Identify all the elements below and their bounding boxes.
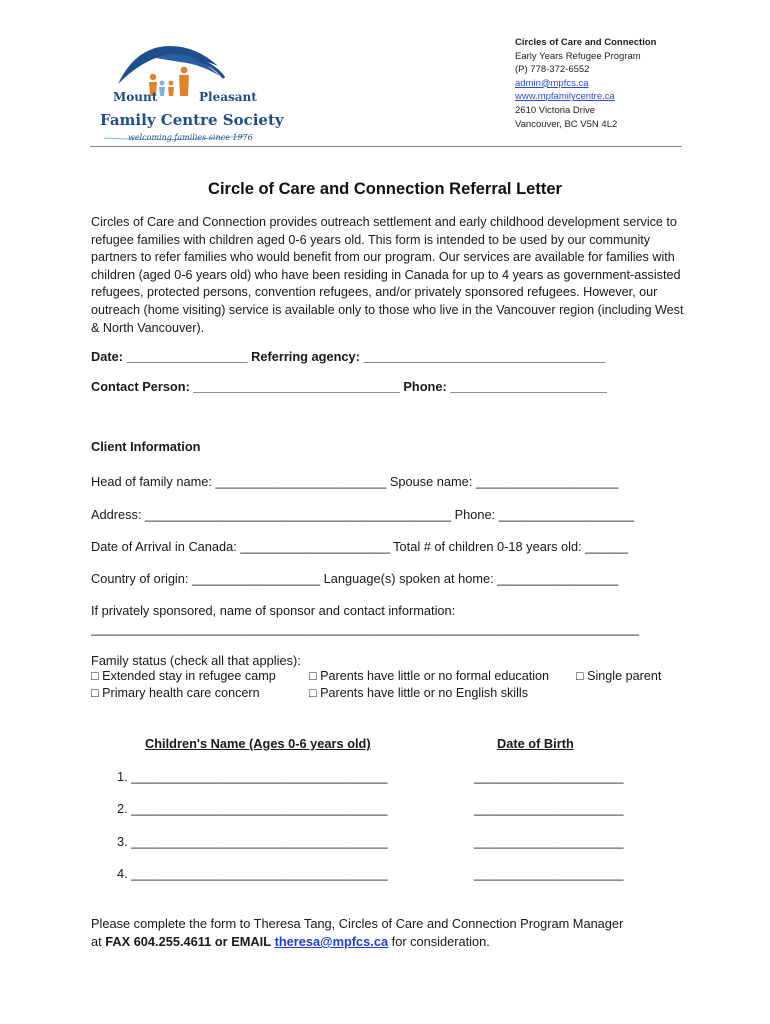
- address-phone-field[interactable]: Address: ___________________________________________ Phone: ___________________: [91, 507, 634, 522]
- footer-or-email: or EMAIL: [214, 934, 272, 949]
- head-spouse-field[interactable]: Head of family name: ________________________ Spouse name: ____________________: [91, 474, 619, 489]
- header-org-name: Circles of Care and Connection: [515, 37, 657, 48]
- client-info-heading: Client Information: [91, 439, 201, 454]
- sponsor-label: If privately sponsored, name of sponsor and contact information:: [91, 603, 456, 618]
- header-program: Early Years Refugee Program: [515, 50, 641, 62]
- header-city: Vancouver, BC V5N 4L2: [515, 118, 618, 130]
- date-agency-field[interactable]: Date: _________________ Referring agency: __________________________________: [91, 349, 606, 364]
- contact-phone-field[interactable]: Contact Person: _____________________________ Phone: ______________________: [91, 379, 607, 394]
- intro-paragraph: Circles of Care and Connection provides outreach settlement and early childhood development service to refugee families with children aged 0-6 years old. This form is intended to be used by our community partners to refer families who would benefit from our program. Our services are available for families with children (aged 0-6 years old) who have been residing in Canada for up to 4 years as government-assisted refugees, protected persons, convention refugees, and/or privately sponsored refugees. However, our outreach (home visiting) service is available only to those who live in the Vancouver region (including West & North Vancouver).: [91, 215, 684, 335]
- checkbox-english-skills[interactable]: □ Parents have little or no English skills: [309, 686, 529, 700]
- child-dob-field[interactable]: _____________________: [474, 769, 624, 784]
- organization-logo: [96, 40, 284, 150]
- date-of-birth-header: Date of Birth: [497, 736, 574, 751]
- child-name-field[interactable]: 2. ____________________________________: [117, 801, 388, 816]
- child-name-field[interactable]: 4. ____________________________________: [117, 866, 388, 881]
- children-name-header: Children's Name (Ages 0-6 years old): [145, 736, 371, 751]
- page-title: Circle of Care and Connection Referral Letter: [208, 180, 562, 198]
- logo-text-mount: Mount: [113, 90, 158, 104]
- checkbox-single-parent[interactable]: □ Single parent: [576, 669, 662, 683]
- arrival-children-field[interactable]: Date of Arrival in Canada: _____________________ Total # of children 0-18 years old: ______: [91, 539, 628, 554]
- country-language-field[interactable]: Country of origin: __________________ Language(s) spoken at home: _________________: [91, 571, 619, 586]
- submission-instructions: [91, 915, 691, 951]
- footer-fax: FAX 604.255.4611: [105, 934, 212, 949]
- logo-text-society: Family Centre Society: [100, 111, 284, 129]
- logo-text-pleasant: Pleasant: [199, 90, 257, 104]
- checkbox-refugee-camp[interactable]: □ Extended stay in refugee camp: [91, 669, 276, 683]
- header-website-link[interactable]: www.mpfamilycentre.ca: [515, 91, 615, 103]
- child-name-field[interactable]: 1. ____________________________________: [117, 769, 388, 784]
- checkbox-health-care[interactable]: □ Primary health care concern: [91, 686, 260, 700]
- child-dob-field[interactable]: _____________________: [474, 866, 624, 881]
- header-email-link[interactable]: admin@mpfcs.ca: [515, 77, 589, 89]
- child-dob-field[interactable]: _____________________: [474, 801, 624, 816]
- header-phone: (P) 778-372-6552: [515, 64, 590, 76]
- header-divider: [90, 146, 682, 147]
- contact-header: [515, 36, 656, 131]
- logo-tagline: welcoming families since 1976: [128, 133, 253, 142]
- child-dob-field[interactable]: _____________________: [474, 834, 624, 849]
- child-name-field[interactable]: 3. ____________________________________: [117, 834, 388, 849]
- checkbox-formal-education[interactable]: □ Parents have little or no formal education: [309, 669, 550, 683]
- footer-line1: Please complete the form to Theresa Tang, Circles of Care and Connection Program Manager: [91, 916, 624, 931]
- sponsor-field[interactable]: _____________________________________________________________________________: [91, 621, 640, 636]
- footer-email-link[interactable]: theresa@mpfcs.ca: [274, 934, 389, 949]
- header-street: 2610 Victoria Drive: [515, 104, 596, 116]
- family-status-label: Family status (check all that applies):: [91, 653, 301, 668]
- footer-tail: for consideration.: [391, 934, 490, 949]
- footer-at: at: [91, 934, 102, 949]
